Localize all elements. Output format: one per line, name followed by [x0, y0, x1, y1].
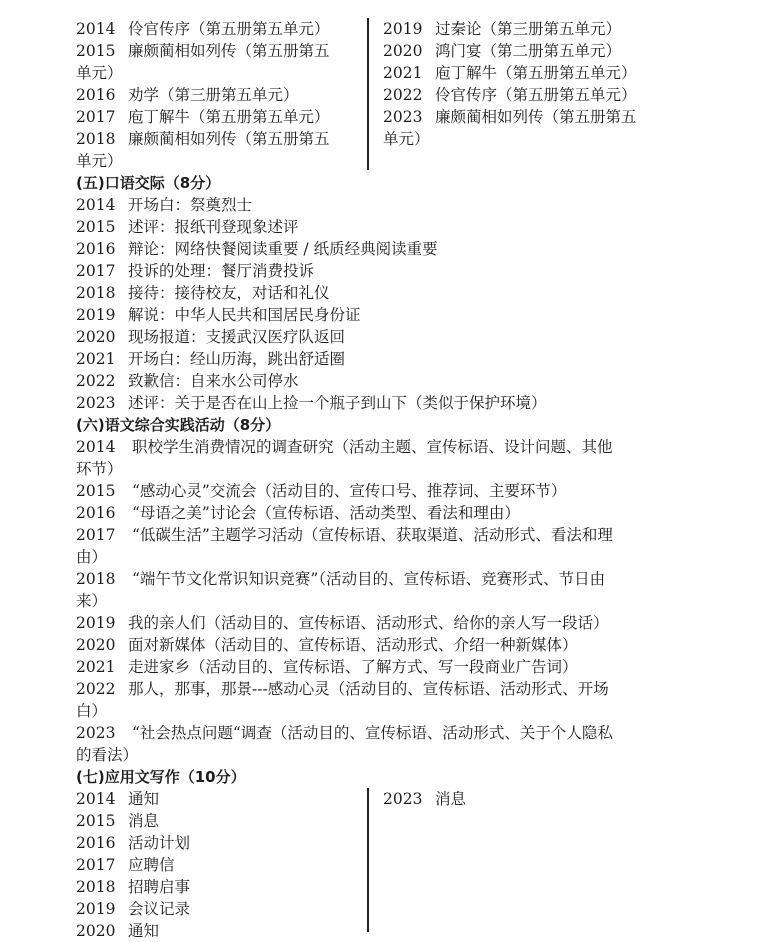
year-label: 2022 — [76, 372, 116, 390]
item-text: “端午节文化常识知识竞赛”（活动目的、宣传标语、竞赛形式、节日由 — [132, 570, 606, 588]
sec4-right-column — [383, 18, 673, 150]
item-text: “感动心灵”交流会（活动目的、宣传口号、推荐词、主要环节） — [132, 482, 567, 500]
list-item-continuation: 单元） — [76, 64, 123, 82]
year-label: 2023 — [383, 790, 423, 808]
list-item-continuation: 单元） — [383, 130, 430, 148]
item-text: 述评：关于是否在山上捡一个瓶子到山下（类似于保护环境） — [128, 394, 547, 412]
list-item — [76, 194, 766, 216]
list-item — [76, 260, 766, 282]
year-label: 2019 — [383, 20, 423, 38]
year-label: 2014 — [76, 438, 116, 456]
item-text: 招聘启事 — [128, 878, 191, 896]
year-label: 2016 — [76, 834, 116, 852]
item-text: 解说：中华人民共和国居民身份证 — [128, 306, 361, 324]
year-label: 2020 — [76, 922, 116, 940]
item-text: 庖丁解牛（第五册第五单元） — [435, 64, 637, 82]
year-label: 2017 — [76, 108, 116, 126]
item-text: 开场白：经山历海，跳出舒适圈 — [128, 350, 346, 368]
item-text: 伶官传序（第五册第五单元） — [435, 86, 637, 104]
year-label: 2015 — [76, 812, 116, 830]
list-item — [76, 84, 358, 106]
item-text: 消息 — [435, 790, 467, 808]
item-text: 庖丁解牛（第五册第五单元） — [128, 108, 330, 126]
item-text: 那人，那事，那景---感动心灵（活动目的、宣传标语、活动形式、开场 — [128, 680, 609, 698]
year-label: 2022 — [383, 86, 423, 104]
year-label: 2014 — [76, 790, 116, 808]
item-text: 投诉的处理：餐厅消费投诉 — [128, 262, 315, 280]
list-item-continuation: 环节） — [76, 460, 123, 478]
list-item — [76, 392, 766, 414]
list-item — [76, 524, 766, 546]
list-item — [383, 106, 673, 128]
list-item — [76, 238, 766, 260]
year-label: 2015 — [76, 482, 116, 500]
year-label: 2023 — [76, 724, 116, 742]
year-label: 2017 — [76, 526, 116, 544]
list-item-continuation: 由） — [76, 548, 108, 566]
item-text: 劝学（第三册第五单元） — [128, 86, 299, 104]
year-label: 2016 — [76, 240, 116, 258]
year-label: 2015 — [76, 218, 116, 236]
year-label: 2017 — [76, 856, 116, 874]
list-item-continuation: 来） — [76, 592, 108, 610]
year-label: 2018 — [76, 284, 116, 302]
item-text: 通知 — [128, 790, 160, 808]
item-text: 职校学生消费情况的调查研究（活动主题、宣传标语、设计问题、其他 — [132, 438, 613, 456]
year-label: 2018 — [76, 878, 116, 896]
item-text: 廉颇蔺相如列传（第五册第五 — [128, 42, 330, 60]
list-item-continuation: 白） — [76, 702, 108, 720]
list-item — [76, 920, 358, 942]
column-divider — [367, 18, 369, 170]
year-label: 2020 — [383, 42, 423, 60]
item-text: 消息 — [128, 812, 160, 830]
list-item — [76, 370, 766, 392]
year-label: 2017 — [76, 262, 116, 280]
list-item — [76, 810, 358, 832]
item-text: 廉颇蔺相如列传（第五册第五 — [128, 130, 330, 148]
list-item — [76, 656, 766, 678]
list-item — [383, 62, 673, 84]
list-item — [76, 282, 766, 304]
item-text: 述评：报纸刊登现象述评 — [128, 218, 299, 236]
sec7-left-column — [76, 788, 358, 942]
list-item — [383, 40, 673, 62]
list-item — [76, 854, 358, 876]
section-heading: (七)应用文写作（10分） — [76, 768, 246, 786]
sec6-block — [76, 414, 766, 766]
list-item — [76, 216, 766, 238]
list-item — [383, 84, 673, 106]
list-item — [76, 304, 766, 326]
year-label: 2019 — [76, 900, 116, 918]
list-item — [383, 788, 673, 810]
list-item — [76, 480, 766, 502]
item-text: “低碳生活”主题学习活动（宣传标语、获取渠道、活动形式、看法和理 — [132, 526, 613, 544]
list-item — [76, 876, 358, 898]
item-text: 面对新媒体（活动目的、宣传标语、活动形式、介绍一种新媒体） — [128, 636, 578, 654]
list-item — [76, 348, 766, 370]
year-label: 2019 — [76, 306, 116, 324]
sec7-right-column — [383, 788, 673, 810]
year-label: 2014 — [76, 20, 116, 38]
year-label: 2018 — [76, 130, 116, 148]
list-item — [383, 18, 673, 40]
year-label: 2015 — [76, 42, 116, 60]
list-item — [76, 502, 766, 524]
item-text: 我的亲人们（活动目的、宣传标语、活动形式、给你的亲人写一段话） — [128, 614, 609, 632]
item-text: 应聘信 — [128, 856, 175, 874]
list-item — [76, 832, 358, 854]
list-item — [76, 722, 766, 744]
year-label: 2021 — [76, 350, 116, 368]
list-item — [76, 128, 358, 150]
item-text: 伶官传序（第五册第五单元） — [128, 20, 330, 38]
year-label: 2021 — [76, 658, 116, 676]
section-heading: (六)语文综合实践活动（8分） — [76, 416, 281, 434]
item-text: 现场报道：支援武汉医疗队返回 — [128, 328, 346, 346]
section-heading: (五)口语交际（8分） — [76, 174, 221, 192]
sec7-heading-block — [76, 766, 476, 788]
item-text: 开场白：祭奠烈士 — [128, 196, 253, 214]
list-item — [76, 326, 766, 348]
item-text: 鸿门宴（第二册第五单元） — [435, 42, 622, 60]
sec4-left-column — [76, 18, 358, 172]
list-item — [76, 634, 766, 656]
item-text: 通知 — [128, 922, 160, 940]
list-item — [76, 568, 766, 590]
list-item — [76, 106, 358, 128]
list-item-continuation: 单元） — [76, 152, 123, 170]
list-item — [76, 898, 358, 920]
column-divider — [367, 788, 369, 932]
item-text: 活动计划 — [128, 834, 191, 852]
item-text: 廉颇蔺相如列传（第五册第五 — [435, 108, 637, 126]
list-item — [76, 612, 766, 634]
list-item — [76, 678, 766, 700]
year-label: 2020 — [76, 328, 116, 346]
list-item — [76, 788, 358, 810]
item-text: 会议记录 — [128, 900, 191, 918]
year-label: 2018 — [76, 570, 116, 588]
item-text: 致歉信：自来水公司停水 — [128, 372, 299, 390]
item-text: 过秦论（第三册第五单元） — [435, 20, 622, 38]
year-label: 2020 — [76, 636, 116, 654]
year-label: 2023 — [76, 394, 116, 412]
year-label: 2019 — [76, 614, 116, 632]
sec5-block — [76, 172, 766, 414]
list-item — [76, 436, 766, 458]
year-label: 2022 — [76, 680, 116, 698]
list-item — [76, 18, 358, 40]
list-item — [76, 40, 358, 62]
year-label: 2016 — [76, 86, 116, 104]
year-label: 2023 — [383, 108, 423, 126]
year-label: 2016 — [76, 504, 116, 522]
item-text: “母语之美”讨论会（宣传标语、活动类型、看法和理由） — [132, 504, 520, 522]
item-text: 辩论：网络快餐阅读重要 / 纸质经典阅读重要 — [128, 240, 438, 258]
item-text: 接待：接待校友，对话和礼仪 — [128, 284, 330, 302]
year-label: 2021 — [383, 64, 423, 82]
item-text: 走进家乡（活动目的、宣传标语、了解方式、写一段商业广告词） — [128, 658, 578, 676]
list-item-continuation: 的看法） — [76, 746, 139, 764]
year-label: 2014 — [76, 196, 116, 214]
item-text: “社会热点问题“调查（活动目的、宣传标语、活动形式、关于个人隐私 — [132, 724, 613, 742]
